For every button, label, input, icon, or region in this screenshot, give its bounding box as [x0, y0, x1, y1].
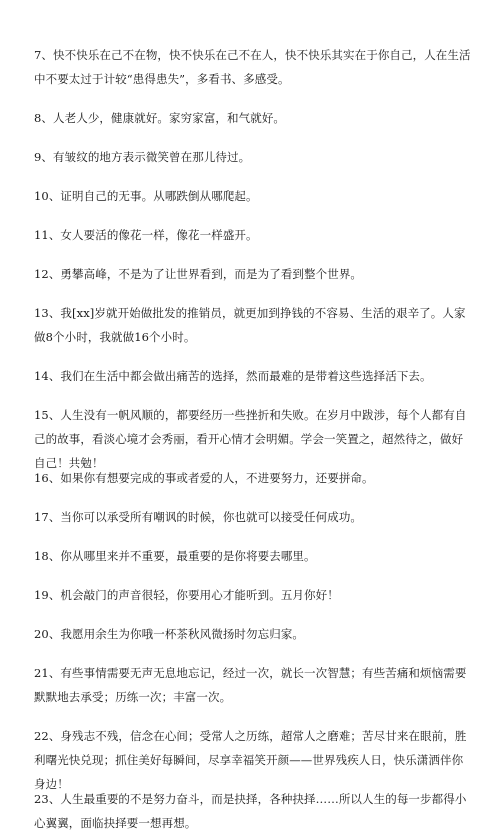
list-item: 19、机会敲门的声音很轻，你要用心才能听到。五月你好！: [34, 588, 339, 602]
list-item: 17、当你可以承受所有嘲讽的时候，你也就可以接受任何成功。: [34, 510, 363, 524]
list-item: 20、我愿用余生为你哦一杯茶秋风微扬时勿忘归家。: [34, 627, 305, 641]
list-item: 21、有些事情需要无声无息地忘记，经过一次，就长一次智慧；有些苦痛和烦恼需要默默地去承受；历练一次；丰富一次。: [34, 666, 467, 704]
list-item: 16、如果你有想要完成的事或者爱的人，不进要努力，还要拼命。: [34, 471, 374, 485]
list-item: 22、身残志不残，信念在心间；受常人之历练，超常人之磨难；苦尽甘来在眼前，胜利曙光快兑现；抓住美好每瞬间，尽享幸福笑开颜——世界残疾人日，快乐潇洒伴你身边！: [34, 729, 467, 791]
list-item: 18、你从哪里来并不重要，最重要的是你将要去哪里。: [34, 549, 316, 563]
list-item: 13、我[xx]岁就开始做批发的推销员，就更加到挣钱的不容易、生活的艰辛了。人家做8个小时，我就做16个小时。: [34, 306, 466, 344]
list-item: 9、有皱纹的地方表示微笑曾在那儿待过。: [34, 150, 251, 164]
list-item: 8、人老人少，健康就好。家穷家富，和气就好。: [34, 111, 286, 125]
list-item: 11、女人要活的像花一样，像花一样盛开。: [34, 228, 258, 242]
list-item: 7、快不快乐在己不在物，快不快乐在己不在人，快不快乐其实在于你自己，人在生活中不要太过于计较“患得患失”，多看书、多感受。: [34, 48, 471, 86]
list-item: 15、人生没有一帆风顺的，都要经历一些挫折和失败。在岁月中跋涉，每个人都有自己的故事，看淡心境才会秀丽，看开心情才会明媚。学会一笑置之，超然待之，做好自己！共勉！: [34, 408, 467, 470]
list-item: 12、勇攀高峰，不是为了让世界看到，而是为了看到整个世界。: [34, 267, 363, 281]
list-item: 10、证明自己的无事。从哪跌倒从哪爬起。: [34, 189, 258, 203]
list-item: 14、我们在生活中都会做出痛苦的选择，然而最难的是带着这些选择活下去。: [34, 369, 432, 383]
list-item: 23、人生最重要的不是努力奋斗，而是抉择，各种抉择……所以人生的每一步都得小心翼翼，面临抉择要一想再想。: [34, 792, 467, 830]
